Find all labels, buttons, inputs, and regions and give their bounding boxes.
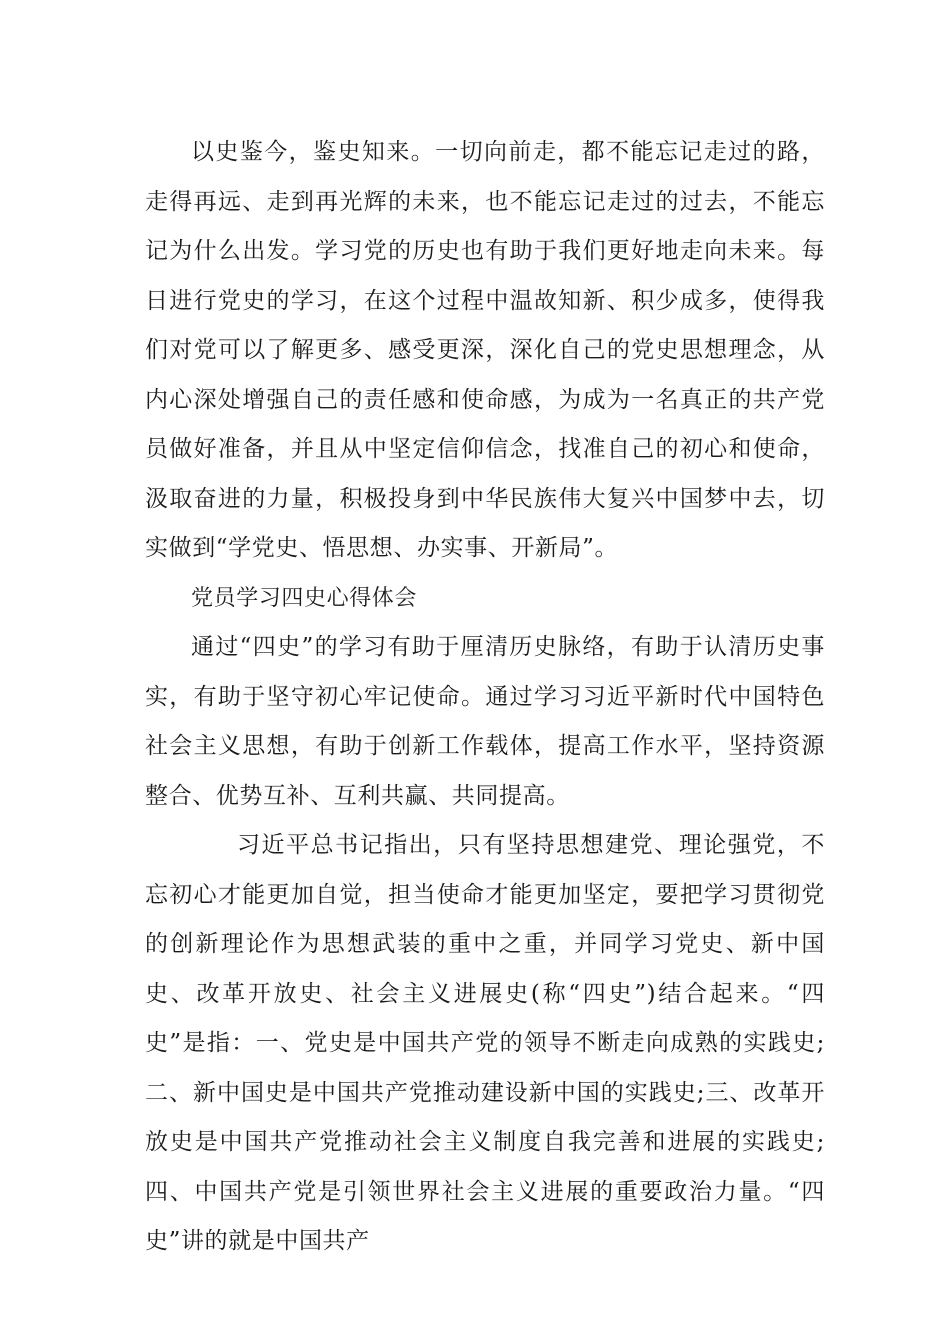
paragraph-four-histories-definition: 习近平总书记指出，只有坚持思想建党、理论强党，不忘初心才能更加自觉，担当使命才能更加坚定，要把学习贯彻党的创新理论作为思想武装的重中之重，并同学习党史、新中国史、改革开放史、社会主义进展史(称“四史”)结合起来。“四史”是指：一、党史是中国共产党的领导不断走向成熟的实践史;二、新中国史是中国共产党推动建设新中国的实践史;三、改革开放史是中国共产党推动社会主义制度自我完善和进展的实践史;四、中国共产党是引领世界社会主义进展的重要政治力量。“四史”讲的就是中国共产: [145, 832, 825, 1254]
paragraph-four-histories-benefits: 通过“四史”的学习有助于厘清历史脉络，有助于认清历史事实，有助于坚守初心牢记使命。通过学习习近平新时代中国特色社会主义思想，有助于创新工作载体，提高工作水平，坚持资源整合、优势互补、互利共赢、共同提高。: [145, 634, 825, 809]
section-title: 党员学习四史心得体会: [191, 585, 418, 611]
paragraph-history-reflection: 以史鉴今，鉴史知来。一切向前走，都不能忘记走过的路，走得再远、走到再光辉的未来，也不能忘记走过的过去，不能忘记为什么出发。学习党的历史也有助于我们更好地走向未来。每日进行党史的学习，在这个过程中温故知新、积少成多，使得我们对党可以了解更多、感受更深，深化自己的党史思想理念，从内心深处增强自己的责任感和使命感，为成为一名真正的共产党员做好准备，并且从中坚定信仰信念，找准自己的初心和使命，汲取奋进的力量，积极投身到中华民族伟大复兴中国梦中去，切实做到“学党史、悟思想、办实事、开新局”。: [145, 139, 825, 561]
document-page: [145, 128, 825, 1267]
